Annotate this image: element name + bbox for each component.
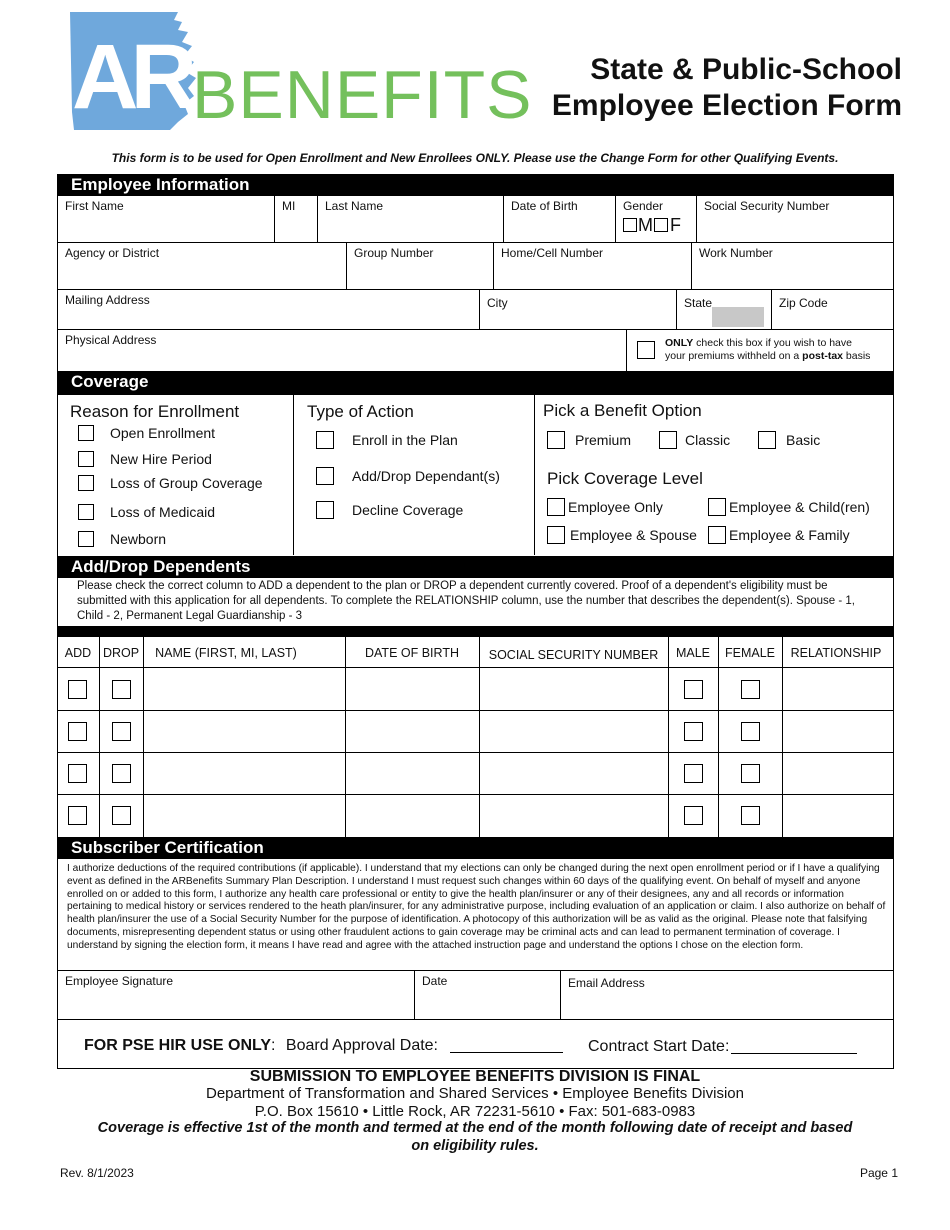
dependents-separator-bar bbox=[57, 626, 894, 637]
group-number-label: Group Number bbox=[354, 246, 434, 260]
last-name-label: Last Name bbox=[325, 199, 384, 213]
reason-new-hire[interactable] bbox=[78, 451, 212, 467]
dependents-instructions: Please check the correct column to ADD a dependent to the plan or DROP a dependent currently covered. Proof of a dependent's eligibility must be submitted with this application for all dependents. To complete the RELATIONSHIP column, use the number that describes the dependent(s). Spouse - 1, Child - 2, Permanent Legal Guardianship - 3 bbox=[77, 580, 855, 622]
col-relationship: RELATIONSHIP bbox=[790, 646, 882, 660]
coverage-heading: Coverage bbox=[57, 371, 894, 395]
level-employee-spouse[interactable] bbox=[547, 526, 697, 544]
ssn-field[interactable] bbox=[696, 195, 894, 243]
mi-field[interactable] bbox=[274, 195, 318, 243]
state-select[interactable] bbox=[712, 307, 764, 327]
first-name-label: First Name bbox=[65, 199, 124, 213]
reason-heading: Reason for Enrollment bbox=[70, 402, 240, 421]
reason-checkbox[interactable] bbox=[78, 531, 94, 547]
post-tax-text: ONLY check this box if you wish to have your premiums withheld on a post-tax basis bbox=[665, 337, 871, 362]
mailing-address-label: Mailing Address bbox=[65, 293, 150, 307]
first-name-field[interactable] bbox=[57, 195, 275, 243]
gender-f-checkbox[interactable] bbox=[654, 218, 668, 232]
action-label: Decline Coverage bbox=[352, 502, 464, 518]
action-checkbox[interactable] bbox=[316, 431, 334, 449]
reason-checkbox[interactable] bbox=[78, 451, 94, 467]
certification-heading: Subscriber Certification bbox=[57, 837, 894, 859]
form-title-line1: State & Public-School bbox=[590, 53, 902, 86]
benefit-classic[interactable] bbox=[659, 431, 730, 449]
gender-m-checkbox[interactable] bbox=[623, 218, 637, 232]
level-heading: Pick Coverage Level bbox=[547, 469, 703, 488]
page-number: Page 1 bbox=[859, 1166, 898, 1180]
date-field[interactable] bbox=[414, 970, 561, 1020]
state-field[interactable] bbox=[676, 289, 772, 330]
dep-drop-checkbox[interactable] bbox=[112, 806, 131, 825]
signature-label: Employee Signature bbox=[65, 974, 174, 988]
form-notice: This form is to be used for Open Enrollment and New Enrollees ONLY. Please use the Change Form for other Qualifying Events. bbox=[111, 151, 839, 165]
dob-label: Date of Birth bbox=[511, 199, 578, 213]
benefit-label: Basic bbox=[786, 432, 821, 448]
gender-label: Gender bbox=[623, 199, 664, 213]
action-heading: Type of Action bbox=[307, 402, 414, 421]
footer-final: SUBMISSION TO EMPLOYEE BENEFITS DIVISION IS FINAL bbox=[249, 1068, 701, 1085]
logo-ar-text: AR bbox=[72, 26, 189, 128]
col-ssn: SOCIAL SECURITY NUMBER bbox=[488, 648, 659, 662]
agency-label: Agency or District bbox=[65, 246, 160, 260]
reason-label: Loss of Medicaid bbox=[110, 504, 216, 520]
arkansas-state-icon bbox=[70, 12, 210, 130]
footer-coverage-line2: on eligibility rules. bbox=[411, 1138, 539, 1154]
physical-address-label: Physical Address bbox=[65, 333, 157, 347]
post-tax-option bbox=[626, 329, 894, 372]
coverage-divider-1 bbox=[293, 395, 294, 555]
zip-field[interactable] bbox=[771, 289, 894, 330]
level-label: Employee & Family bbox=[729, 527, 850, 543]
home-cell-label: Home/Cell Number bbox=[501, 246, 604, 260]
mailing-address-field[interactable] bbox=[57, 289, 480, 330]
dep-add-checkbox[interactable] bbox=[68, 680, 87, 699]
footer-department: Department of Transformation and Shared Services • Employee Benefits Division bbox=[205, 1085, 744, 1102]
agency-field[interactable] bbox=[57, 242, 347, 290]
action-enroll[interactable] bbox=[316, 431, 458, 449]
physical-address-field[interactable] bbox=[57, 329, 627, 372]
mi-label: MI bbox=[282, 199, 296, 213]
email-label: Email Address bbox=[568, 976, 645, 990]
city-field[interactable] bbox=[479, 289, 677, 330]
dep-add-checkbox[interactable] bbox=[68, 764, 87, 783]
gender-f-label: F bbox=[670, 215, 681, 235]
benefit-checkbox[interactable] bbox=[758, 431, 776, 449]
level-checkbox[interactable] bbox=[708, 526, 726, 544]
employee-info-heading: Employee Information bbox=[57, 174, 894, 195]
level-label: Employee Only bbox=[568, 499, 663, 515]
dependent-row-2 bbox=[0, 711, 950, 753]
reason-open-enrollment[interactable] bbox=[78, 425, 215, 441]
col-drop: DROP bbox=[102, 646, 140, 660]
dependent-row-1 bbox=[0, 668, 950, 710]
footer-coverage-line1: Coverage is effective 1st of the month and termed at the end of the month following date of receipt and based bbox=[97, 1120, 853, 1136]
city-label: City bbox=[487, 296, 508, 310]
board-approval-line[interactable] bbox=[450, 1052, 563, 1053]
home-cell-field[interactable] bbox=[493, 242, 692, 290]
logo-benefits-text: BENEFITS bbox=[192, 57, 533, 133]
benefit-basic[interactable] bbox=[758, 431, 820, 449]
date-label: Date bbox=[422, 974, 448, 988]
form-title-line2: Employee Election Form bbox=[551, 89, 902, 122]
dep-female-checkbox[interactable] bbox=[741, 680, 760, 699]
certification-text: I authorize deductions of the required contributions (if applicable). I understand that my elections can only be changed during the next open enrollment period or if I have a qualifying event as defined in the ARBenefits Summary Plan Description. I understand I must request such changes within 60 days of the qualifying event. On behalf of myself and anyone enrolled on or added to this form, I authorize any health care professional or entity to give the health plan/insurer or any of their designees, any and all records or information pertaining to medical history or services rendered to the heath plan/insurer, for any administrative purpose, including evaluation of an application or claim. I also authorize on behalf of health plan/insurer the use of a Social Security Number for the purpose of identification. A photocopy of this authorization will be as valid as the original. Please note that falsifying documents, misrepresenting dependent status or using other fraudulent actions to gain coverage may be criminal acts and can lead to permanent termination of coverage. I understand by signing the election form, it means I have read and agree with the attached instruction page and understand the options I chose on the election form. bbox=[67, 863, 886, 951]
coverage-divider-2 bbox=[534, 395, 535, 555]
revision-date: Rev. 8/1/2023 bbox=[60, 1166, 134, 1180]
col-name: NAME (FIRST, MI, LAST) bbox=[155, 646, 297, 660]
last-name-field[interactable] bbox=[317, 195, 504, 243]
dep-female-checkbox[interactable] bbox=[741, 806, 760, 825]
reason-checkbox[interactable] bbox=[78, 504, 94, 520]
work-number-label: Work Number bbox=[699, 246, 773, 260]
hir-label: FOR PSE HIR USE ONLY bbox=[84, 1037, 271, 1054]
level-label: Employee & Child(ren) bbox=[729, 499, 870, 515]
dep-male-checkbox[interactable] bbox=[684, 764, 703, 783]
action-label: Add/Drop Dependant(s) bbox=[352, 468, 500, 484]
post-tax-checkbox[interactable] bbox=[637, 341, 655, 359]
dep-male-checkbox[interactable] bbox=[684, 722, 703, 741]
dependents-heading: Add/Drop Dependents bbox=[57, 556, 894, 578]
dep-add-checkbox[interactable] bbox=[68, 722, 87, 741]
reason-label: Newborn bbox=[110, 531, 167, 547]
dep-drop-checkbox[interactable] bbox=[112, 680, 131, 699]
dependent-row-3 bbox=[0, 753, 950, 795]
reason-label: Loss of Group Coverage bbox=[110, 475, 263, 491]
action-label: Enroll in the Plan bbox=[352, 432, 458, 448]
level-checkbox[interactable] bbox=[547, 526, 565, 544]
dependent-row-4 bbox=[0, 795, 950, 837]
dep-male-checkbox[interactable] bbox=[684, 806, 703, 825]
dep-add-checkbox[interactable] bbox=[68, 806, 87, 825]
col-add: ADD bbox=[64, 646, 92, 660]
ssn-label: Social Security Number bbox=[704, 199, 830, 213]
action-decline[interactable] bbox=[316, 501, 463, 519]
footer-address: P.O. Box 15610 • Little Rock, AR 72231-5610 • Fax: 501-683-0983 bbox=[254, 1103, 696, 1120]
benefit-heading: Pick a Benefit Option bbox=[543, 401, 702, 420]
level-label: Employee & Spouse bbox=[570, 527, 697, 543]
reason-newborn[interactable] bbox=[78, 531, 166, 547]
action-checkbox[interactable] bbox=[316, 501, 334, 519]
board-approval-label: Board Approval Date: bbox=[285, 1037, 438, 1054]
dep-female-checkbox[interactable] bbox=[741, 722, 760, 741]
level-checkbox[interactable] bbox=[708, 498, 726, 516]
action-add-drop[interactable] bbox=[316, 467, 500, 485]
gender-m-label: M bbox=[638, 215, 653, 235]
contract-start-label: Contract Start Date: bbox=[588, 1038, 730, 1055]
col-dob: DATE OF BIRTH bbox=[365, 646, 459, 660]
dob-field[interactable] bbox=[503, 195, 616, 243]
email-field[interactable] bbox=[560, 970, 894, 1020]
benefit-label: Premium bbox=[575, 432, 632, 448]
state-label: State bbox=[684, 296, 713, 310]
zip-label: Zip Code bbox=[779, 296, 828, 310]
col-female: FEMALE bbox=[724, 646, 775, 660]
benefit-checkbox[interactable] bbox=[659, 431, 677, 449]
level-employee-only[interactable] bbox=[547, 498, 663, 516]
hir-use-only: FOR PSE HIR USE ONLY: Board Approval Date: bbox=[84, 1037, 438, 1054]
reason-label: Open Enrollment bbox=[110, 425, 216, 441]
col-male: MALE bbox=[675, 646, 711, 660]
reason-checkbox[interactable] bbox=[78, 425, 94, 441]
contract-start-line[interactable] bbox=[731, 1053, 857, 1054]
action-checkbox[interactable] bbox=[316, 467, 334, 485]
reason-loss-group-coverage[interactable] bbox=[78, 475, 263, 491]
reason-checkbox[interactable] bbox=[78, 475, 94, 491]
reason-label: New Hire Period bbox=[110, 451, 212, 467]
group-number-field[interactable] bbox=[346, 242, 494, 290]
level-employee-children[interactable] bbox=[708, 498, 870, 516]
gender-field bbox=[615, 195, 697, 243]
dep-drop-checkbox[interactable] bbox=[112, 722, 131, 741]
benefit-checkbox[interactable] bbox=[547, 431, 565, 449]
dep-female-checkbox[interactable] bbox=[741, 764, 760, 783]
dep-drop-checkbox[interactable] bbox=[112, 764, 131, 783]
benefit-premium[interactable] bbox=[547, 431, 631, 449]
dep-male-checkbox[interactable] bbox=[684, 680, 703, 699]
level-checkbox[interactable] bbox=[547, 498, 565, 516]
reason-loss-medicaid[interactable] bbox=[78, 504, 215, 520]
work-number-field[interactable] bbox=[691, 242, 894, 290]
level-employee-family[interactable] bbox=[708, 526, 850, 544]
benefit-label: Classic bbox=[685, 432, 731, 448]
signature-field[interactable] bbox=[57, 970, 415, 1020]
